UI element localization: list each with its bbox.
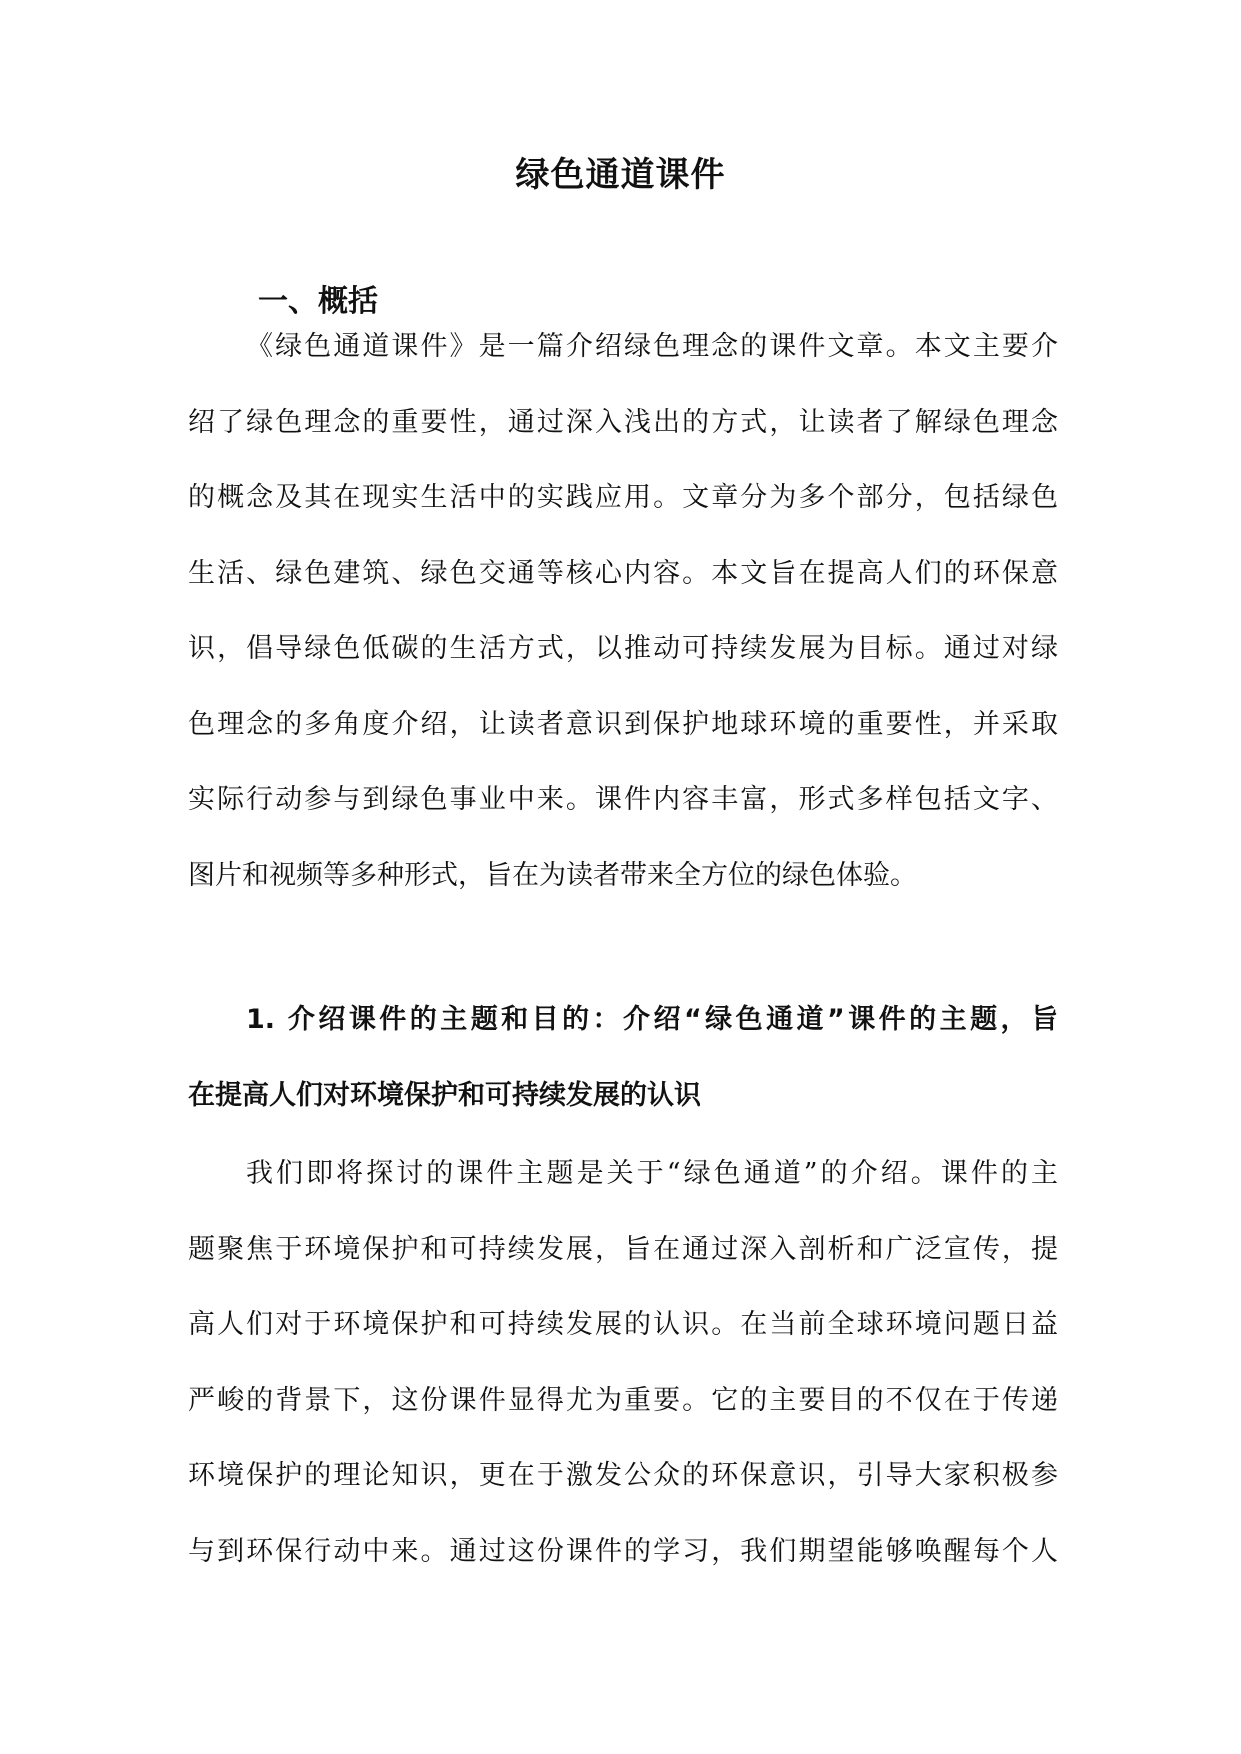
paragraph-line: 色理念的多角度介绍，让读者意识到保护地球环境的重要性，并采取: [188, 708, 1058, 740]
paragraph-line: 的概念及其在现实生活中的实践应用。文章分为多个部分，包括绿色: [188, 482, 1058, 513]
section-heading-overview: 一、概括: [258, 284, 378, 319]
paragraph-line: 图片和视频等多种形式，旨在为读者带来全方位的绿色体验。: [188, 859, 917, 891]
paragraph-line: 高人们对于环境保护和可持续发展的认识。在当前全球环境问题日益: [188, 1309, 1058, 1340]
paragraph-line: 与到环保行动中来。通过这份课件的学习，我们期望能够唤醒每个人: [188, 1535, 1058, 1567]
subsection-heading-topic: [188, 982, 1058, 1133]
paragraph-line: 实际行动参与到绿色事业中来。课件内容丰富，形式多样包括文字、: [188, 784, 1058, 815]
overview-paragraph: [188, 309, 1058, 913]
paragraph-line: 题聚焦于环境保护和可持续发展，旨在通过深入剖析和广泛宣传，提: [188, 1233, 1058, 1265]
heading-line: 在提高人们对环境保护和可持续发展的认识: [188, 1079, 701, 1111]
topic-paragraph: [188, 1136, 1058, 1589]
paragraph-line: 《绿色通道课件》是一篇介绍绿色理念的课件文章。本文主要介: [246, 331, 1058, 362]
paragraph-line: 我们即将探讨的课件主题是关于“绿色通道”的介绍。课件的主: [246, 1158, 1058, 1189]
heading-line: 1. 介绍课件的主题和目的：介绍“绿色通道”课件的主题，旨: [246, 1004, 1058, 1035]
document-title: 绿色通道课件: [515, 155, 726, 195]
paragraph-line: 绍了绿色理念的重要性，通过深入浅出的方式，让读者了解绿色理念: [188, 406, 1058, 438]
paragraph-line: 生活、绿色建筑、绿色交通等核心内容。本文旨在提高人们的环保意: [188, 557, 1058, 589]
paragraph-line: 识，倡导绿色低碳的生活方式，以推动可持续发展为目标。通过对绿: [188, 633, 1058, 664]
paragraph-line: 严峻的背景下，这份课件显得尤为重要。它的主要目的不仅在于传递: [188, 1384, 1058, 1416]
paragraph-line: 环境保护的理论知识，更在于激发公众的环保意识，引导大家积极参: [188, 1460, 1058, 1491]
